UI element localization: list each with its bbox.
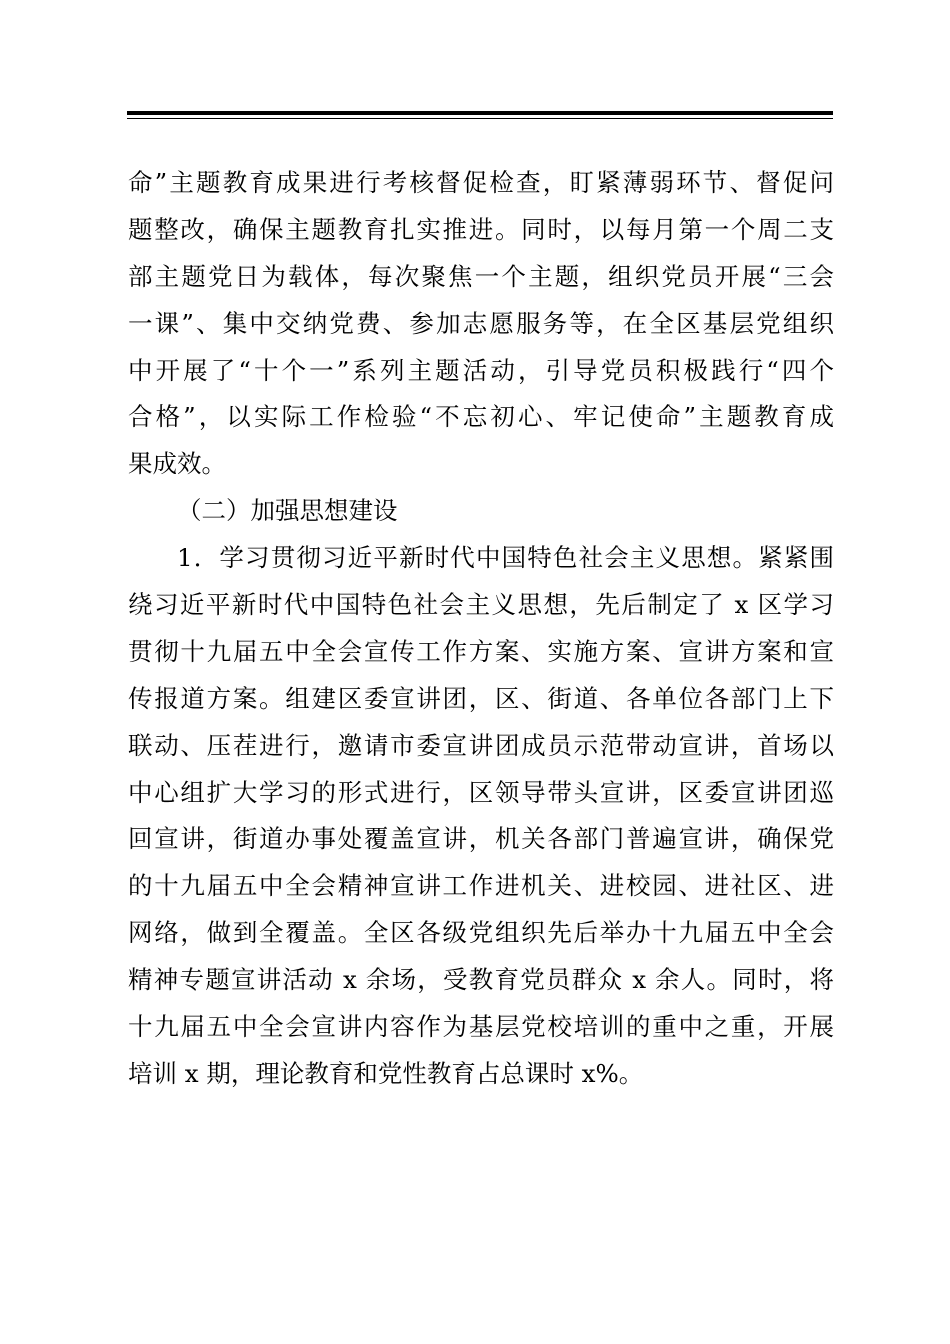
- text-line: 部主题党日为载体，每次聚焦一个主题，组织党员开展“三会: [128, 261, 834, 291]
- text-line: 联动、压茬进行，邀请市委宣讲团成员示范带动宣讲，首场以: [128, 730, 834, 760]
- text-line: 传报道方案。组建区委宣讲团，区、街道、各单位各部门上下: [128, 683, 834, 713]
- text-line: 精神专题宣讲活动 x 余场，受教育党员群众 x 余人。同时，将: [128, 965, 834, 995]
- text-line: 命”主题教育成果进行考核督促检查，盯紧薄弱环节、督促问: [128, 168, 834, 197]
- text-line: 中心组扩大学习的形式进行，区领导带头宣讲，区委宣讲团巡: [128, 777, 834, 807]
- text-line: 十九届五中全会宣讲内容作为基层党校培训的重中之重，开展: [128, 1012, 834, 1042]
- text-line: 回宣讲，街道办事处覆盖宣讲，机关各部门普遍宣讲，确保党: [128, 824, 834, 854]
- section-heading: （二）加强思想建设: [177, 496, 398, 526]
- text-line: 的十九届五中全会精神宣讲工作进机关、进校园、进社区、进: [128, 871, 834, 901]
- text-line: 1．学习贯彻习近平新时代中国特色社会主义思想。紧紧围: [177, 543, 834, 573]
- text-line: 贯彻十九届五中全会宣传工作方案、实施方案、宣讲方案和宣: [128, 636, 834, 666]
- header-rule-thin: [127, 118, 833, 119]
- paragraph-1: [128, 535, 834, 1098]
- text-line: 培训 x 期，理论教育和党性教育占总课时 x%。: [128, 1058, 644, 1088]
- paragraph-continued: [128, 160, 834, 488]
- text-line: 中开展了“十个一”系列主题活动，引导党员积极践行“四个: [128, 355, 834, 385]
- text-line: 果成效。: [128, 449, 226, 479]
- text-line: 网络，做到全覆盖。全区各级党组织先后举办十九届五中全会: [128, 918, 834, 948]
- text-line: 绕习近平新时代中国特色社会主义思想，先后制定了 x 区学习: [128, 590, 834, 620]
- header-rule-thick: [127, 111, 833, 115]
- document-body: [128, 160, 834, 1098]
- text-line: 一课”、集中交纳党费、参加志愿服务等，在全区基层党组织: [128, 308, 834, 338]
- text-line: 题整改，确保主题教育扎实推进。同时，以每月第一个周二支: [128, 214, 834, 244]
- text-line: 合格”，以实际工作检验“不忘初心、牢记使命”主题教育成: [128, 402, 834, 432]
